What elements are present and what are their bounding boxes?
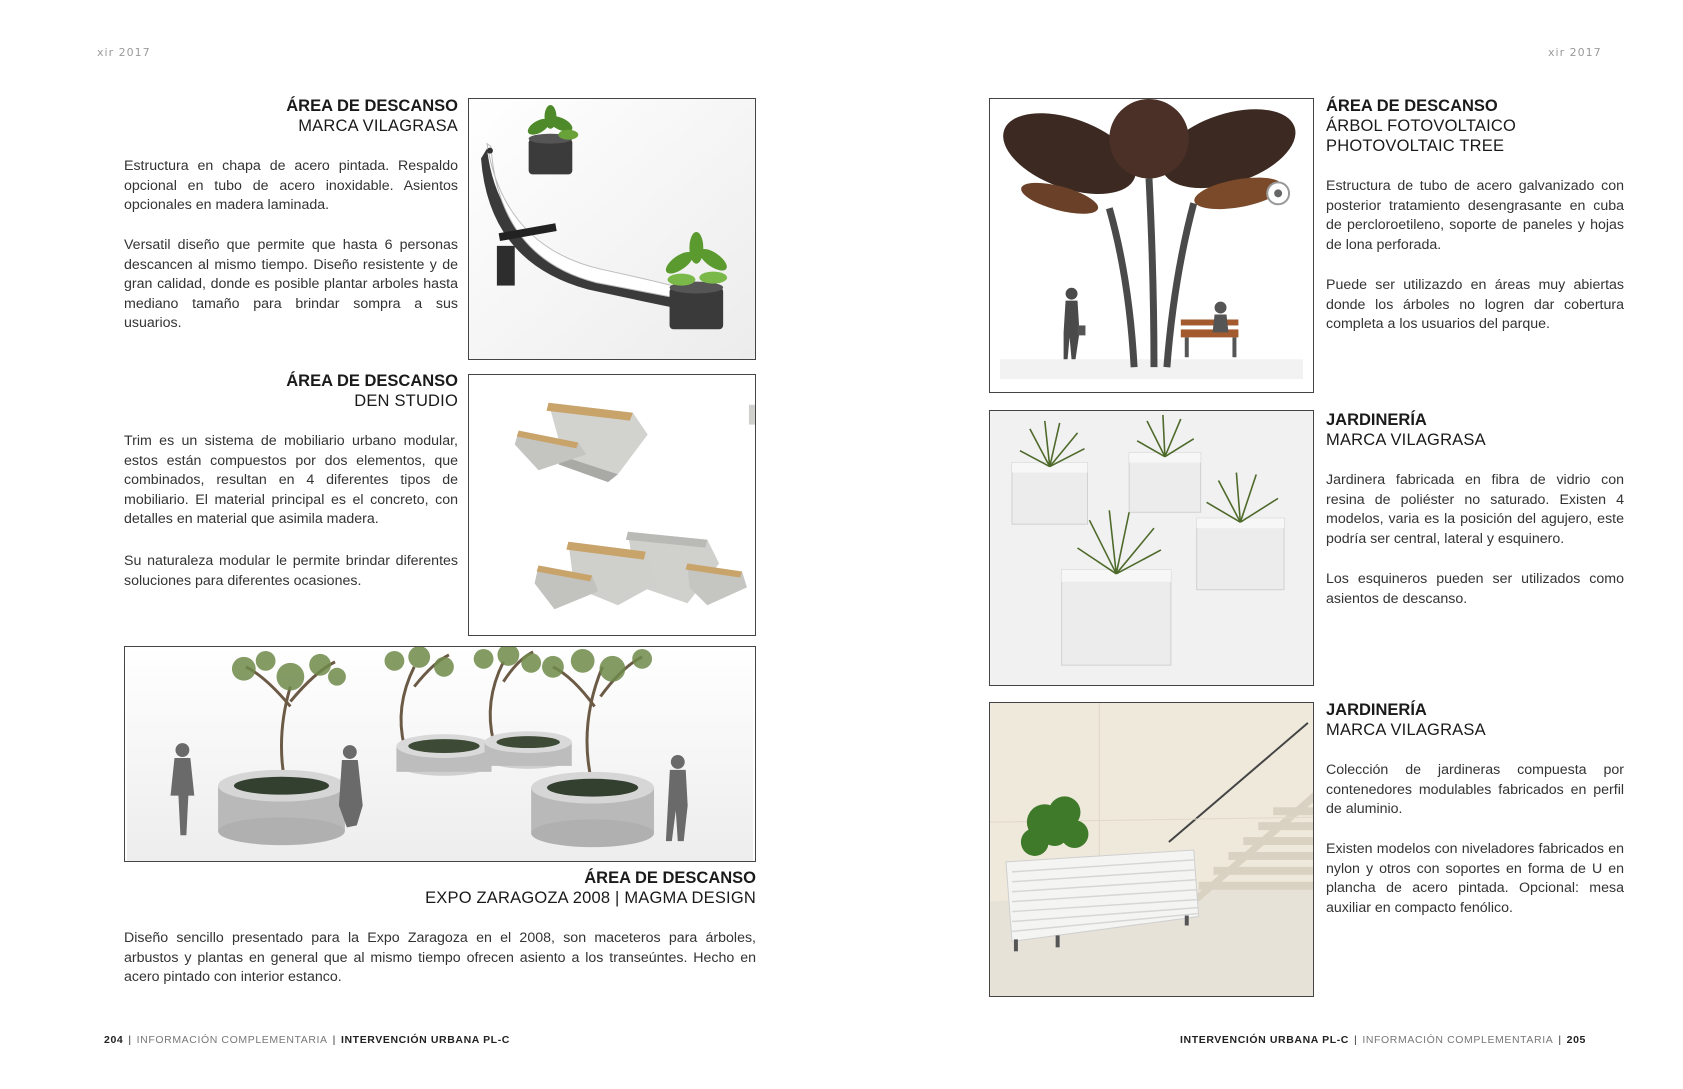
right-section1-subtitle2: PHOTOVOLTAIC TREE bbox=[1326, 137, 1505, 155]
header-stamp-right: xir 2017 bbox=[1548, 46, 1602, 59]
right-section3-subtitle: MARCA VILAGRASA bbox=[1326, 721, 1486, 739]
left-section3-subtitle: EXPO ZARAGOZA 2008 | MAGMA DESIGN bbox=[425, 889, 756, 907]
left-section1-subtitle: MARCA VILAGRASA bbox=[298, 117, 458, 135]
right-section3-heading bbox=[1326, 700, 1626, 740]
left-section2-para2: Su naturaleza modular le permite brindar diferentes soluciones para diferentes ocasiones. bbox=[124, 553, 458, 589]
right-footer-part1: INTERVENCIÓN URBANA PL-C bbox=[1180, 1034, 1349, 1046]
right-section1-title: ÁREA DE DESCANSO bbox=[1326, 97, 1498, 115]
left-section2-title: ÁREA DE DESCANSO bbox=[286, 372, 458, 390]
left-section3-heading bbox=[124, 868, 756, 908]
right-section2-para1: Jardinera fabricada en fibra de vidrio con resina de poliéster no saturado. Existen 4 modelos, varia es la posición del agujero, este podría ser central, lateral y esquinero. bbox=[1326, 472, 1624, 547]
right-section1-para1: Estructura de tubo de acero galvanizado con posterior tratamiento desengrasante en cuba de percloroetileno, soporte de paneles y hojas de lona perforada. bbox=[1326, 178, 1624, 253]
left-section1-title: ÁREA DE DESCANSO bbox=[286, 97, 458, 115]
fiberglass-planters-image bbox=[989, 410, 1314, 686]
right-section1-heading bbox=[1326, 96, 1626, 156]
photovoltaic-tree-image bbox=[989, 98, 1314, 393]
planters-with-trees-illustration bbox=[125, 647, 755, 861]
right-footer-page-number: 205 bbox=[1566, 1034, 1586, 1046]
left-section1-para2: Versatil diseño que permite que hasta 6 personas descancen al mismo tiempo. Diseño resistente y de gran calidad, donde es posible plantar arboles hasta mediano tamaño para brindar sompra a sus usuarios. bbox=[124, 237, 458, 331]
right-section3-title: JARDINERÍA bbox=[1326, 701, 1427, 719]
left-section1-para1: Estructura en chapa de acero pintada. Respaldo opcional en tubo de acero inoxidable. Asientos opcionales en madera laminada. bbox=[124, 158, 458, 213]
left-section3-para1: Diseño sencillo presentado para la Expo Zaragoza en el 2008, son maceteros para árboles, arbustos y plantas en general que al mismo tiempo ofrecen asiento a los transeúntes. Hecho en acero pintado con interior estanco. bbox=[124, 930, 756, 985]
right-section2-title: JARDINERÍA bbox=[1326, 411, 1427, 429]
right-section1-para2: Puede ser utilizazdo en áreas muy abiertas donde los árboles no logren dar cobertura completa a los usuarios del parque. bbox=[1326, 277, 1624, 332]
header-stamp-left: xir 2017 bbox=[97, 46, 151, 59]
left-section2-subtitle: DEN STUDIO bbox=[354, 392, 458, 410]
left-footer-page-number: 204 bbox=[104, 1034, 124, 1046]
left-footer-part2: INTERVENCIÓN URBANA PL-C bbox=[340, 1034, 510, 1046]
right-section2-subtitle: MARCA VILAGRASA bbox=[1326, 431, 1486, 449]
right-section3-para2: Existen modelos con niveladores fabricados en nylon y otros con soportes en forma de U en plancha de acero pintada. Opcional: mesa auxiliar en compacto fenólico. bbox=[1326, 841, 1624, 916]
modular-furniture-illustration bbox=[469, 375, 755, 635]
right-section1-subtitle1: ÁRBOL FOTOVOLTAICO bbox=[1326, 117, 1517, 135]
modular-concrete-furniture-image bbox=[468, 374, 756, 636]
right-section2-para2: Los esquineros pueden ser utilizados como asientos de descanso. bbox=[1326, 571, 1624, 607]
planters-cubes-illustration bbox=[990, 411, 1313, 685]
aluminum-planter-illustration bbox=[990, 703, 1313, 996]
photovoltaic-tree-illustration bbox=[990, 99, 1313, 392]
left-section2-para1: Trim es un sistema de mobiliario urbano modular, estos están compuestos por dos elementos, que combinados, resultan en 4 diferentes tipos de mobiliario. El material principal es el concreto, con detalles en material que asimila madera. bbox=[124, 433, 458, 527]
left-section2-heading bbox=[124, 371, 458, 411]
expo-zaragoza-planters-image bbox=[124, 646, 756, 862]
left-footer: 204 | INFORMACIÓN COMPLEMENTARIA | INTERVENCIÓN URBANA PL-C bbox=[104, 1034, 510, 1046]
aluminum-planter-image bbox=[989, 702, 1314, 997]
left-footer-part1: INFORMACIÓN COMPLEMENTARIA bbox=[136, 1034, 328, 1046]
right-section2-heading bbox=[1326, 410, 1626, 450]
left-section1-heading bbox=[124, 96, 458, 136]
right-footer: INTERVENCIÓN URBANA PL-C | INFORMACIÓN COMPLEMENTARIA | 205 bbox=[1180, 1034, 1586, 1046]
right-section3-para1: Colección de jardineras compuesta por contenedores modulables fabricados en perfil de aluminio. bbox=[1326, 762, 1624, 817]
left-section3-title: ÁREA DE DESCANSO bbox=[584, 869, 756, 887]
curved-bench-image bbox=[468, 98, 756, 360]
curved-bench-illustration bbox=[469, 99, 755, 359]
right-footer-part2: INFORMACIÓN COMPLEMENTARIA bbox=[1362, 1034, 1554, 1046]
